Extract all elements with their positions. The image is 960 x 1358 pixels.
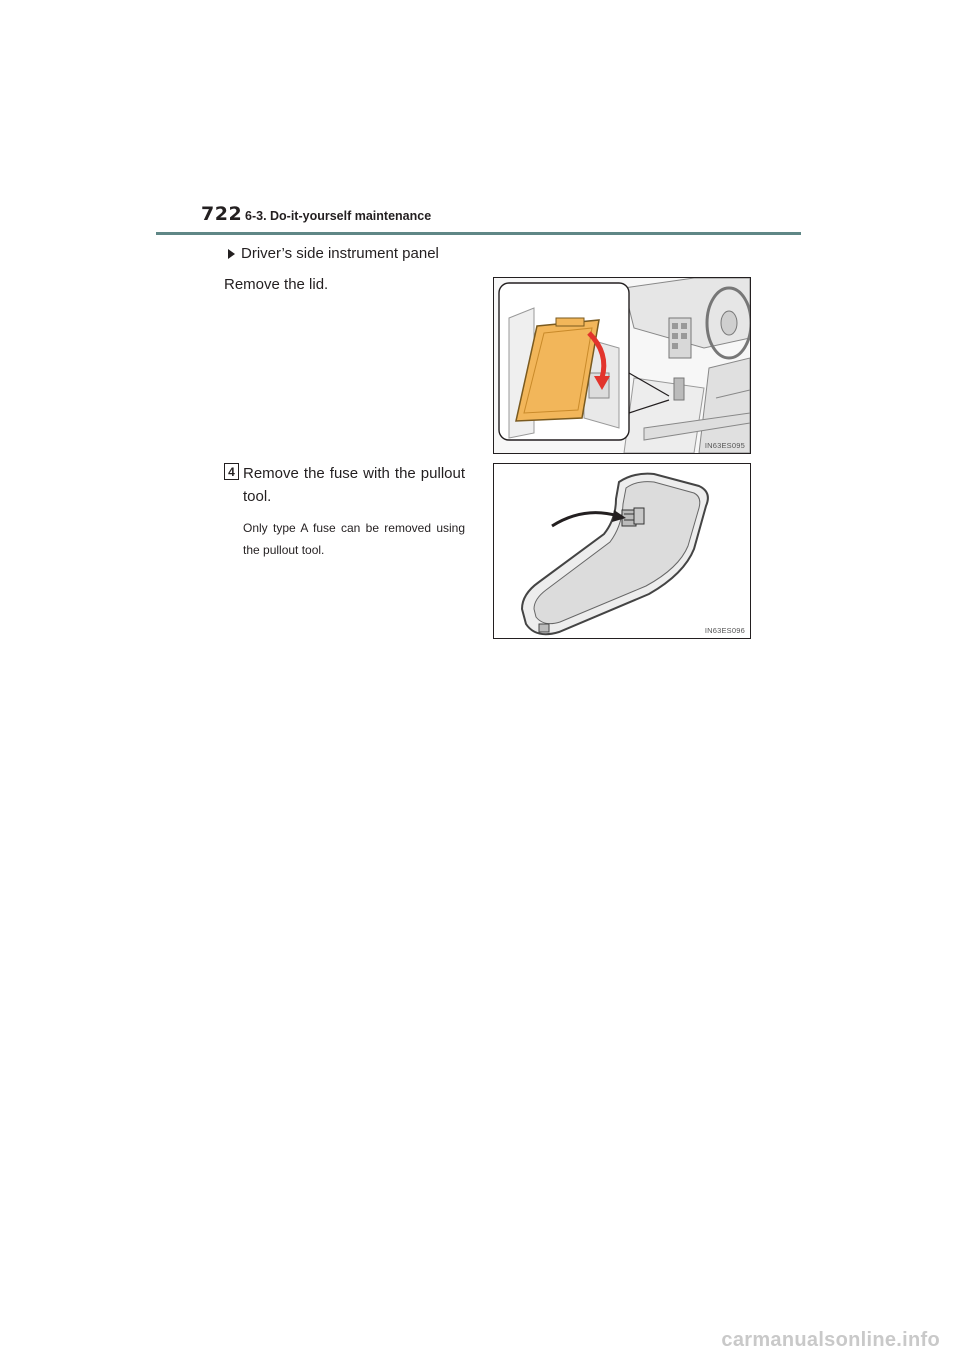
watermark: carmanualsonline.info bbox=[721, 1329, 940, 1351]
step-instruction: Remove the fuse with the pullout tool. bbox=[243, 465, 465, 505]
figure-instrument-panel-lid bbox=[493, 277, 751, 454]
header-divider bbox=[156, 232, 801, 235]
instruction-remove-lid: Remove the lid. bbox=[224, 276, 329, 293]
step-number-badge: 4 bbox=[224, 463, 239, 480]
bullet-heading bbox=[228, 245, 439, 262]
figure-code-label: IN63ES095 bbox=[704, 441, 745, 450]
figure-code-label: IN63ES096 bbox=[704, 626, 745, 635]
bullet-heading-text: Driver’s side instrument panel bbox=[241, 245, 439, 262]
section-title: 6-3. Do-it-yourself maintenance bbox=[245, 209, 432, 223]
figure-pullout-tool bbox=[493, 463, 751, 639]
step-note: Only type A fuse can be removed using the pullout tool. bbox=[243, 521, 465, 557]
instrument-panel-illustration bbox=[494, 278, 750, 453]
pullout-tool-illustration bbox=[494, 464, 750, 638]
triangle-bullet-icon bbox=[228, 249, 235, 259]
page-number: 722 bbox=[201, 203, 243, 225]
